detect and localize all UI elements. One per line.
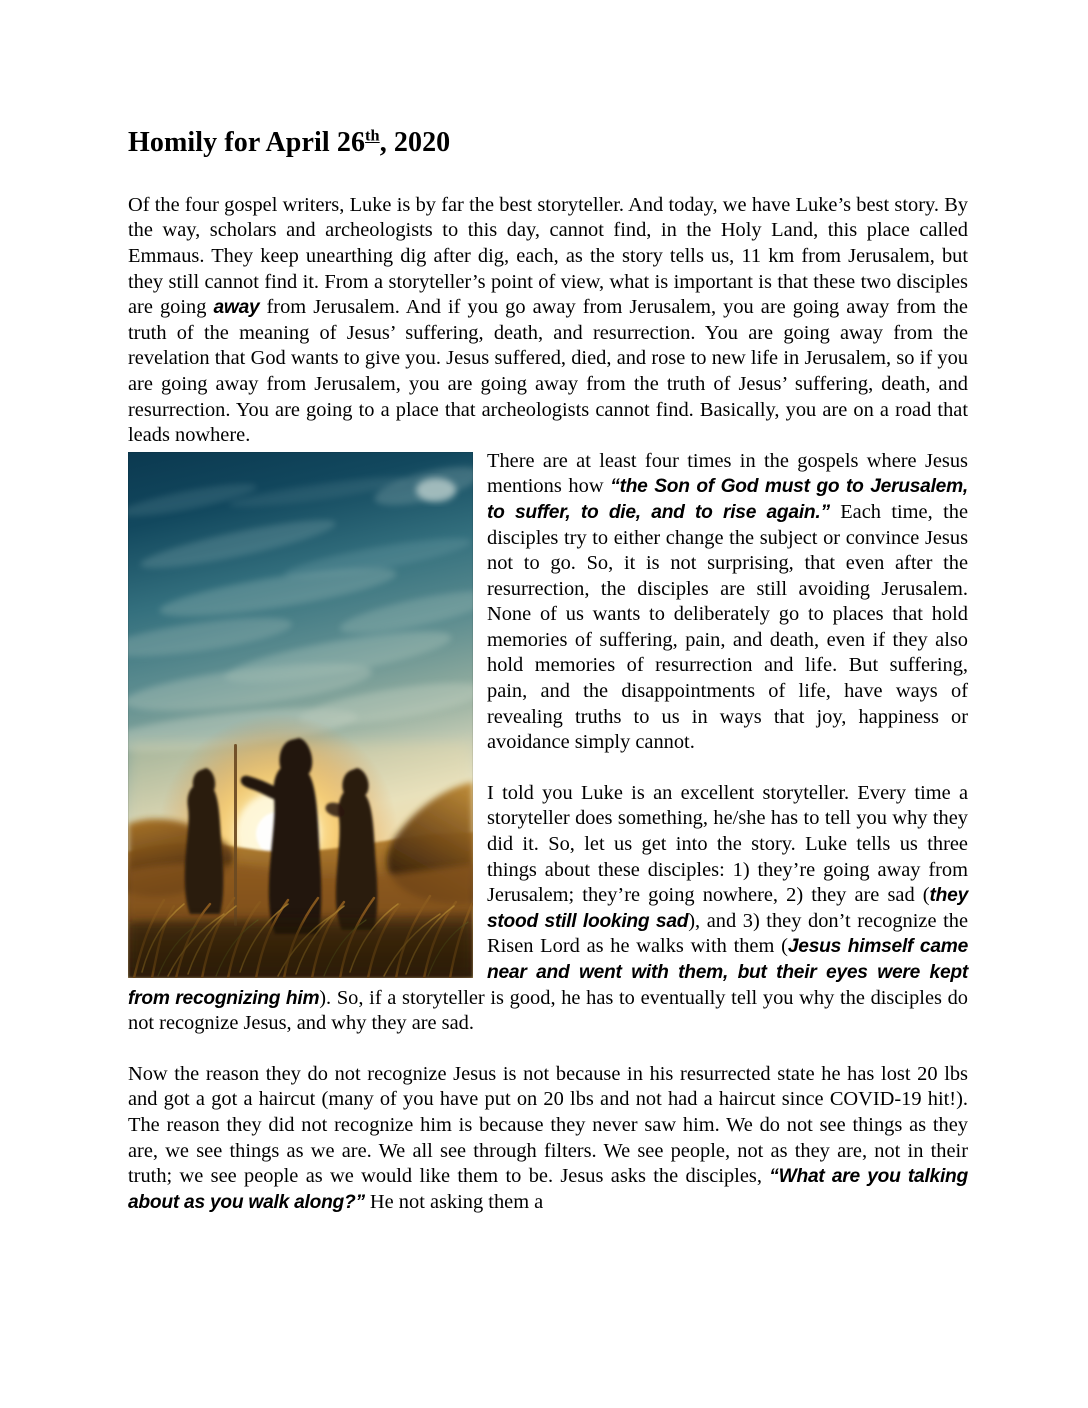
paragraph-storyteller-mid: ), and 3) they don’t recognize the Risen Lord as he walks with them ( xyxy=(487,909,968,958)
paragraph-recognize-cont: He not asking them a xyxy=(364,1190,544,1213)
paragraph-intro xyxy=(128,193,968,449)
emmaus-illustration-graphic xyxy=(128,452,473,978)
scripture-quote-son-of-god: “the Son of God must go to Jerusalem, to suffer, to die, and to rise again.” xyxy=(487,476,968,523)
paragraph-recognize-lead: Now the reason they do not recognize Jesus is not because in his resurrected state he has lost 20 lbs and got a got a haircut (many of you have put on 20 lbs and not had a haircut since COVID-19 hit!). The reason they did not recognize him is because they never saw him. We do not see things as they are, we see things as we are. We all see through filters. We see people, not as they are, not in their truth; we see people as we would like them to be. Jesus asks the disciples, xyxy=(128,1062,968,1188)
title-superscript: th xyxy=(365,126,380,145)
paragraph-intro-part2: from Jerusalem. And if you go away from Jerusalem, you are going away from the truth of the meaning of Jesus’ suffering, death, and resurrection. You are going away from the revelation that God wants to give you. Jesus suffered, died, and rose to new life in Jerusalem, so if you are going away from Jerusalem, you are going away from the truth of Jesus’ suffering, death, and resurrection. You are going to a place that archeologists cannot find. Basically, you are on a road that leads nowhere. xyxy=(128,296,968,447)
paragraph-intro-part1: Of the four gospel writers, Luke is by far the best storyteller. And today, we have Luke’s best story. By the way, scholars and archeologists to this day, cannot find, in the Holy Land, this place called Emmaus. They keep unearthing dig after dig, each, as the story tells us, 11 km from Jerusalem, but they still cannot find it. From a storyteller’s point of view, what is important is that these two disciples are going xyxy=(128,193,968,319)
title-suffix: , 2020 xyxy=(379,127,451,158)
page-title xyxy=(128,128,968,159)
image-and-text-block xyxy=(128,449,968,1037)
scripture-quote-looking-sad: they stood still looking sad xyxy=(487,885,968,932)
paragraph-four-times-lead: There are at least four times in the gospels where Jesus mentions how xyxy=(487,449,968,498)
paragraph-four-times-cont: Each time, the disciples try to either change the subject or convince Jesus not to go. So, it is not surprising, that even after the resurrection, the disciples are still avoiding Jerusalem. None of us wants to deliberately go to places that hold memories of suffering, pain, and death, even if they also hold memories of resurrection and life. But suffering, pain, and the disappointments of life, have ways of revealing truths to us in ways that joy, happiness or avoidance simply cannot. xyxy=(487,500,968,754)
scripture-quote-jesus-came-near: Jesus himself came near and went with them, but their eyes were kept from recognizing him xyxy=(128,936,968,1009)
emmaus-illustration xyxy=(128,452,473,978)
paragraph-storyteller-cont: ). So, if a storyteller is good, he has to eventually tell you why the disciples do not recognize Jesus, and why they are sad. xyxy=(128,986,968,1035)
paragraph-storyteller-lead: I told you Luke is an excellent storyteller. Every time a storyteller does something, he/she has to tell you why they did it. So, let us get into the story. Luke tells us three things about these disciples: 1) they’re going away from Jerusalem; they’re going nowhere, 2) they are sad ( xyxy=(487,781,968,907)
emphasis-away: away xyxy=(213,297,260,319)
scripture-quote-what-are-you-talking-about: “What are you talking about as you walk along?” xyxy=(128,1166,968,1213)
title-prefix: Homily for April 26 xyxy=(128,127,366,158)
paragraph-recognize xyxy=(128,1062,968,1216)
